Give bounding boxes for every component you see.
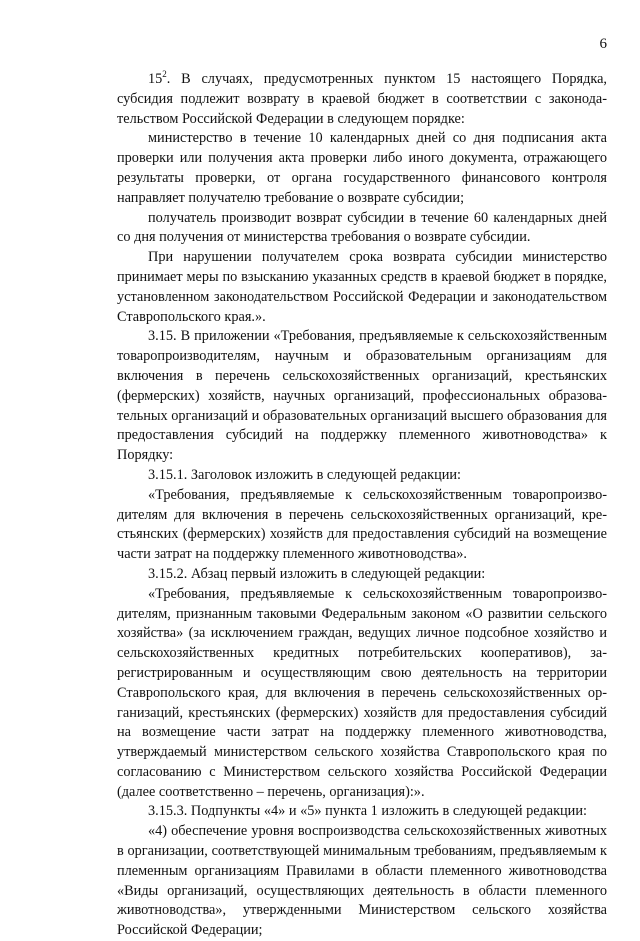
paragraph-3-15-2-quote: «Требования, предъявляемые к сельскохозяйственным товаропроизводителям, признанным таковыми Федеральным законом «О развитии сельского хозяйства» (за исключением граждан, ведущих личное подсобное хозяйство и сельскохозяйственных кредитных потребительских кооперативов), зарегистрированным и осуществляющим свою деятельность на территории Ставропольского края, для включения в перечень сельскохозяйственных организаций, крестьянских (фермерских) хозяйств для предоставления субсидий на возмещение части затрат на поддержку племенного животноводства, утверждаемый министерством сельского хозяйства Ставропольского края по согласованию с Министерством сельского хозяйства Российской Федерации (далее соответственно – перечень, организация):». [117,585,607,800]
paragraph-15-2 [117,70,607,129]
document-body [117,70,607,941]
paragraph-3-15-2: 3.15.2. Абзац первый изложить в следующей редакции: [148,565,486,582]
paragraph-15-2-number: 15 [148,71,163,87]
page-number: 6 [599,36,607,52]
paragraph-recipient-duty: получатель производит возврат субсидии в течение 60 календарных дней со дня получения от министерства требования о возврате субсидии. [117,209,607,246]
paragraph-3-15: 3.15. В приложении «Требования, предъявляемые к сельскохозяйственным товаропроизводителям, научным и образовательным организациям для включения в перечень сельскохозяйственных организаций, крестьянских (фермерских) хозяйств, научных организаций, профессиональных образовательных организаций и образовательных организаций высшего образования для предоставления субсидий на поддержку племенного животноводства» к Порядку: [117,328,607,464]
paragraph-3-15-3-quote: «4) обеспечение уровня воспроизводства сельскохозяйственных животных в организации, соответствующей минимальным требованиям, предъявляемым к племенным организациям Правилами в области племенного животноводства «Виды организаций, осуществляющих деятельность в области племенного животноводства», утвержденными Министерством сельского хозяйства Российской Федерации; [117,823,607,939]
paragraph-3-15-3: 3.15.3. Подпункты «4» и «5» пункта 1 изложить в следующей редакции: [148,803,587,820]
paragraph-ministry-duty: министерство в течение 10 календарных дней со дня подписания акта проверки или получения акта проверки либо иного документа, отражающего результаты проверки, от органа государственного финансового контроля направляет получателю требование о возврате субсидии; [117,130,607,206]
paragraph-violation: При нарушении получателем срока возврата субсидии министерство принимает меры по взысканию указанных средств в краевой бюджет в порядке, установленном законодательством Российской Федерации и законодательством Ставропольского края.». [117,249,607,325]
paragraph-15-2-text: . В случаях, предусмотренных пунктом 15 настоящего Порядка, субсидия подлежит возврату в краевой бюджет в соответствии с законодательством Российской Федерации в следующем порядке: [117,71,607,127]
paragraph-3-15-1: 3.15.1. Заголовок изложить в следующей редакции: [148,466,462,483]
paragraph-15-2-superscript: 2 [162,69,167,80]
paragraph-3-15-1-quote: «Требования, предъявляемые к сельскохозяйственным товаропроизводителям для включения в перечень сельскохозяйственных организаций, крестьянских (фермерских) хозяйств для предоставления субсидий на возмещение части затрат на поддержку племенного животноводства». [117,486,607,563]
